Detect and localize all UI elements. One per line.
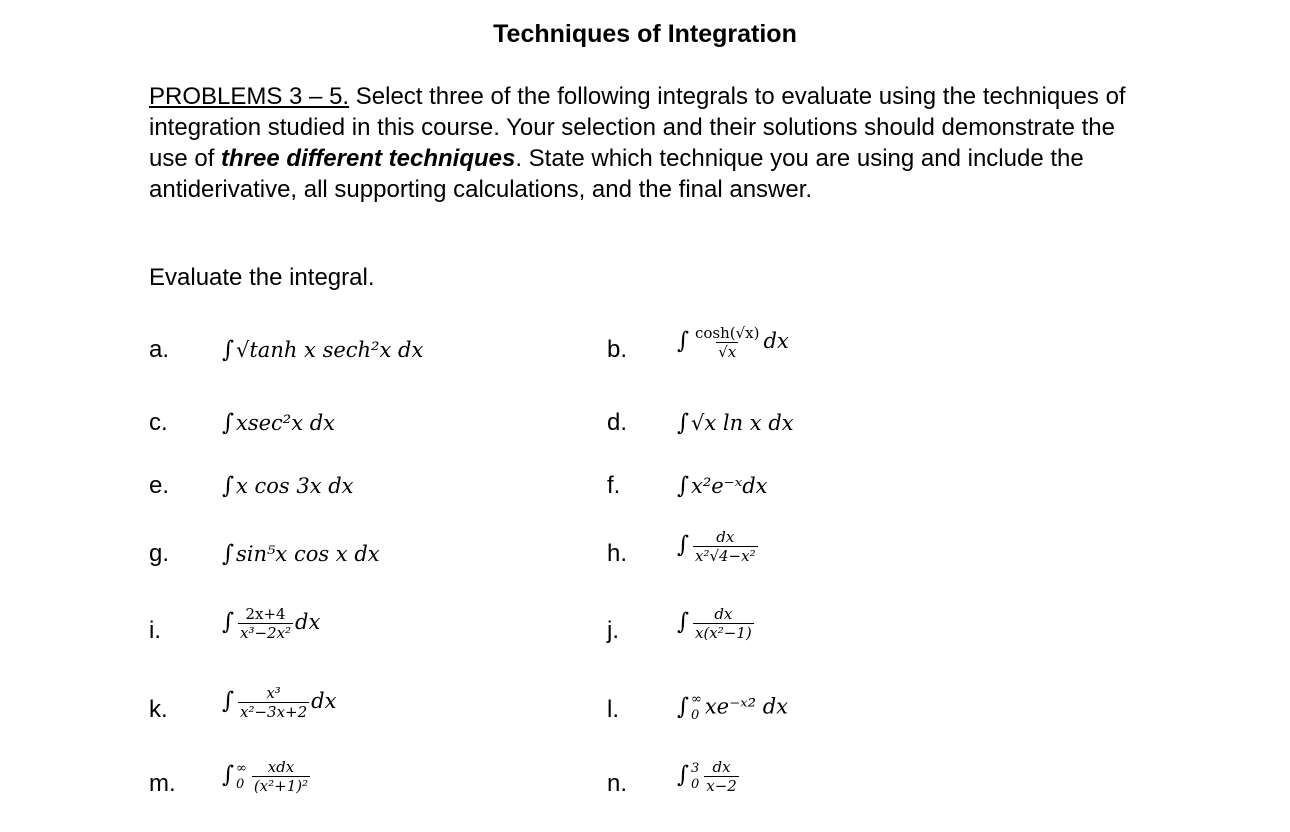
problem-l-expression bbox=[677, 692, 788, 724]
integral-sign: ∫ bbox=[677, 609, 689, 635]
problem-letter-l: l. bbox=[607, 696, 619, 723]
problem-letter-n: n. bbox=[607, 770, 628, 797]
integral-sign: ∫ bbox=[222, 688, 234, 714]
fraction bbox=[252, 758, 310, 795]
problem-c-body: xsec²x dx bbox=[235, 411, 336, 435]
differential: dx bbox=[295, 610, 321, 634]
problem-n-expression bbox=[677, 758, 741, 795]
fraction bbox=[693, 605, 754, 642]
problem-letter-c: c. bbox=[149, 409, 168, 436]
integral-sign: ∫ bbox=[677, 693, 689, 720]
integral-sign: ∫ bbox=[677, 473, 689, 499]
problem-letter-j: j. bbox=[607, 617, 619, 644]
upper-limit: 3 bbox=[690, 760, 700, 776]
problem-letter-f: f. bbox=[607, 472, 621, 499]
integral-sign: ∫ bbox=[677, 762, 689, 788]
integral-sign: ∫ bbox=[677, 410, 689, 436]
denominator: x³−2x² bbox=[239, 624, 292, 642]
problem-letter-b: b. bbox=[607, 336, 628, 363]
integral-sign: ∫ bbox=[222, 337, 234, 363]
problem-l-body: xe⁻ˣ² dx bbox=[704, 694, 789, 719]
integral-sign: ∫ bbox=[222, 541, 234, 567]
instructions-emphasis: three different techniques bbox=[221, 145, 516, 172]
problem-f-expression bbox=[677, 473, 768, 499]
numerator: 2x+4 bbox=[245, 605, 286, 623]
instructions-text-2: . State which technique you are using and include the antiderivative, all supporting calculations, and the final answer. bbox=[149, 145, 1084, 203]
integral-limits bbox=[691, 692, 702, 724]
problem-h-expression bbox=[677, 528, 760, 565]
problem-c-expression bbox=[222, 410, 335, 436]
fraction bbox=[704, 758, 739, 795]
denominator: x(x²−1) bbox=[694, 624, 752, 642]
integral-sign: ∫ bbox=[677, 328, 689, 354]
problem-d-body: √x ln x dx bbox=[690, 411, 794, 435]
problem-j-expression bbox=[677, 605, 756, 642]
problem-letter-a: a. bbox=[149, 336, 170, 363]
fraction bbox=[238, 605, 293, 642]
page-title: Techniques of Integration bbox=[493, 20, 797, 48]
integral-sign: ∫ bbox=[222, 473, 234, 499]
fraction bbox=[693, 324, 762, 361]
problem-letter-h: h. bbox=[607, 540, 628, 567]
numerator: dx bbox=[716, 528, 735, 546]
problem-letter-m: m. bbox=[149, 770, 176, 797]
problem-a-body: √tanh x sech²x dx bbox=[235, 338, 424, 362]
problem-e-body: x cos 3x dx bbox=[235, 474, 354, 498]
lower-limit: 0 bbox=[235, 776, 245, 792]
problem-letter-i: i. bbox=[149, 617, 161, 644]
problem-letter-k: k. bbox=[149, 696, 168, 723]
problem-d-expression bbox=[677, 410, 794, 436]
instructions-text-1: Select three of the following integrals to evaluate using the techniques of integration studied in this course. Your selection and their solutions should demonstrate the use of bbox=[149, 83, 1126, 172]
denominator: x−2 bbox=[706, 777, 737, 795]
integral-sign: ∫ bbox=[222, 762, 234, 788]
denominator: √x bbox=[718, 343, 737, 361]
problem-a-expression bbox=[222, 337, 423, 363]
problem-letter-g: g. bbox=[149, 540, 170, 567]
problem-m-expression bbox=[222, 758, 312, 795]
problems-label: PROBLEMS 3 – 5. bbox=[149, 83, 350, 110]
numerator: cosh(√x) bbox=[694, 324, 760, 342]
numerator: x³ bbox=[266, 684, 281, 702]
differential: dx bbox=[311, 689, 337, 713]
denominator: x²√4−x² bbox=[694, 547, 756, 565]
problem-letter-d: d. bbox=[607, 409, 628, 436]
problem-f-body: x²e⁻ˣdx bbox=[690, 474, 768, 498]
denominator: x²−3x+2 bbox=[239, 703, 308, 721]
problem-letter-e: e. bbox=[149, 472, 170, 499]
fraction bbox=[238, 684, 309, 721]
differential: dx bbox=[763, 329, 789, 353]
numerator: xdx bbox=[267, 758, 295, 776]
upper-limit: ∞ bbox=[690, 692, 702, 707]
numerator: dx bbox=[712, 758, 731, 776]
instructions-paragraph bbox=[149, 81, 1129, 205]
integral-limits bbox=[691, 761, 699, 793]
problem-e-expression bbox=[222, 473, 354, 499]
numerator: dx bbox=[714, 605, 733, 623]
integral-sign: ∫ bbox=[222, 609, 234, 635]
integral-limits bbox=[236, 761, 247, 793]
fraction bbox=[693, 528, 758, 565]
upper-limit: ∞ bbox=[235, 760, 247, 776]
integral-sign: ∫ bbox=[677, 532, 689, 558]
lower-limit: 0 bbox=[690, 708, 700, 723]
subheading: Evaluate the integral. bbox=[149, 264, 375, 291]
integral-sign: ∫ bbox=[222, 410, 234, 436]
problem-i-expression bbox=[222, 605, 320, 642]
problem-b-expression bbox=[677, 324, 789, 361]
problem-g-body: sin⁵x cos x dx bbox=[235, 542, 380, 566]
lower-limit: 0 bbox=[690, 776, 700, 792]
problem-g-expression bbox=[222, 541, 380, 567]
problem-k-expression bbox=[222, 684, 336, 721]
denominator: (x²+1)² bbox=[253, 777, 309, 795]
